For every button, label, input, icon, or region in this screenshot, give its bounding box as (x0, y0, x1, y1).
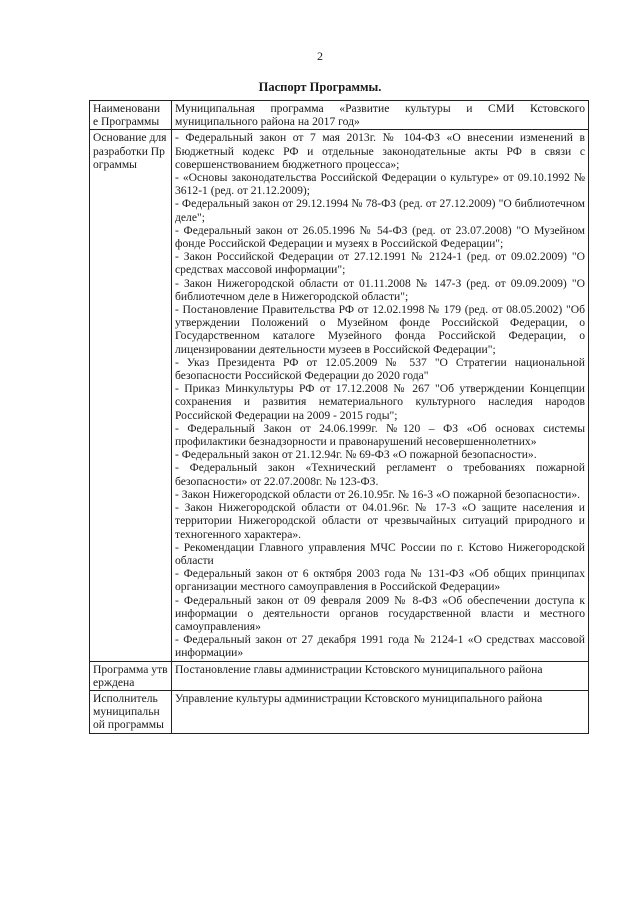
list-item: Муниципальная программа «Развитие культуры и СМИ Кстовского муниципального района на 2017 год» (175, 102, 585, 129)
list-item: - Закон Российской Федерации от 27.12.1991 № 2124-1 (ред. от 09.02.2009) "О средствах массовой информации"; (175, 250, 585, 277)
row-label-basis: Основание для разработки Программы (90, 130, 172, 661)
list-item: - «Основы законодательства Российской Федерации о культуре» от 09.10.1992 № 3612-1 (ред. от 21.12.2009); (175, 171, 585, 198)
list-item: - Федеральный закон от 29.12.1994 № 78-ФЗ (ред. от 27.12.2009) "О библиотечном деле"; (175, 197, 585, 224)
list-item: - Рекомендации Главного управления МЧС России по г. Кстово Нижегородской области (175, 540, 585, 567)
list-item: - Федеральный Закон от 24.06.1999г. №120 – ФЗ «Об основах системы профилактики безнадзорности и правонарушений несовершеннолетних» (175, 421, 585, 449)
row-label-approved: Программа утверждена (90, 661, 172, 690)
list-item: Постановление главы администрации Кстовского муниципального района (175, 662, 543, 676)
row-label-executor: Исполнитель муниципальн ой программы (90, 690, 172, 733)
row-content-executor (172, 690, 589, 733)
row-content-approved (172, 661, 589, 690)
list-item: - Федеральный закон от 6 октября 2003 года № 131-ФЗ «Об общих принципах организации местного самоуправления в Российской Федерации» (175, 567, 585, 594)
table-row-executor (90, 690, 589, 733)
row-content-basis (172, 130, 589, 661)
document-title: Паспорт Программы. (258, 80, 382, 94)
list-item: - Постановление Правительства РФ от 12.02.1998 № 179 (ред. от 08.05.2002) "Об утверждении Положений о Музейном фонде Российской Федерации, о Государственном каталоге Музейного фонда Российской Федерации, о лицензировании деятельности музеев в Российской Федерации"; (175, 303, 585, 356)
list-item: - Федеральный закон от 7 мая 2013г. № 104-ФЗ «О внесении изменений в Бюджетный кодекс РФ и отдельные законодательные акты РФ в связи с совершенствованием бюджетного процесса»; (175, 131, 585, 171)
list-item: - Закон Нижегородской области от 04.01.96г. № 17-3 «О защите населения и территории Нижегородской области от чрезвычайных ситуаций природного и техногенного характера». (175, 501, 585, 541)
list-item: - Приказ Минкультуры РФ от 17.12.2008 № 267 "Об утверждении Концепции сохранения и развития нематериального культурного наследия народов Российской Федерации на 2009 - 2015 годы"; (175, 382, 585, 422)
list-item: - Федеральный закон от 27 декабря 1991 года № 2124-1 «О средствах массовой информации» (175, 633, 585, 660)
list-item: Управление культуры администрации Кстовского муниципального района (175, 691, 543, 705)
table-row-basis (90, 130, 589, 661)
row-content-name (172, 101, 589, 130)
row-label-name: Наименовани е Программы (90, 101, 172, 130)
passport-table (89, 100, 589, 734)
list-item: - Федеральный закон от 26.05.1996 № 54-ФЗ (ред. от 23.07.2008) "О Музейном фонде Российской Федерации и музеях в Российской Федерации"; (175, 223, 585, 251)
page-number: 2 (317, 49, 323, 63)
table-row-name (90, 101, 589, 130)
list-item: - Федеральный закон от 09 февраля 2009 № 8-ФЗ «Об обеспечении доступа к информации о деятельности органов государственной власти и местного самоуправления» (175, 593, 585, 633)
list-item: - Закон Нижегородской области от 26.10.95г. № 16-3 «О пожарной безопасности». (175, 487, 581, 501)
list-item: - Закон Нижегородской области от 01.11.2008 № 147-З (ред. от 09.09.2009) "О библиотечном деле в Нижегородской области"; (175, 276, 585, 303)
list-item: - Федеральный закон «Технический регламент о требованиях пожарной безопасности» от 22.07.2008г. № 123-ФЗ. (175, 461, 585, 488)
list-item: - Федеральный закон от 21.12.94г. № 69-ФЗ «О пожарной безопасности». (175, 448, 537, 462)
list-item: - Указ Президента РФ от 12.05.2009 № 537 "О Стратегии национальной безопасности Российской Федерации до 2020 года" (175, 355, 585, 383)
table-row-approved (90, 661, 589, 690)
